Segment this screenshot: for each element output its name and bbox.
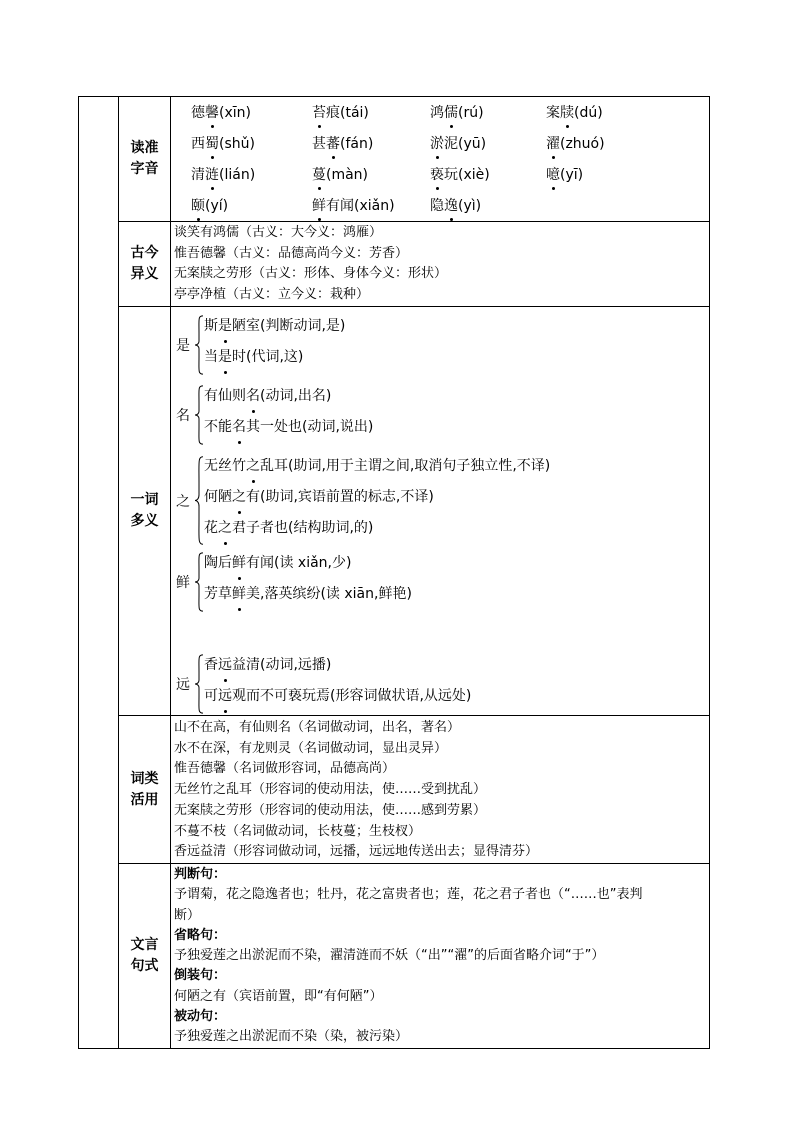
pinyin: (màn)	[326, 167, 369, 183]
example-prefix: 可	[204, 688, 218, 704]
list-item: 山不在高，有仙则名（名词做动词，出名，著名）	[174, 720, 461, 735]
dotted-character: 远	[218, 653, 232, 677]
pinyin: (lián)	[219, 167, 256, 183]
ancient-modern-cell	[171, 222, 710, 307]
word-prefix: 鸿	[430, 105, 444, 121]
list-item: 予谓菊，花之隐逸者也；牡丹，花之富贵者也；莲，花之君子者也（“……也”表判	[174, 887, 643, 903]
dotted-character: 鲜	[232, 582, 246, 606]
pinyin: (tái)	[340, 105, 369, 121]
pronunciation-item	[191, 134, 312, 157]
polysemy-example	[204, 516, 550, 547]
word-prefix: 德	[191, 105, 205, 121]
section-label-word-class: 词类 活用	[119, 716, 171, 864]
polysemy-key-word: 鲜	[176, 575, 190, 591]
dotted-character: 涟	[205, 167, 219, 183]
example-suffix: 有闻(读 xiǎn,少)	[246, 555, 352, 571]
dotted-character: 名	[246, 384, 260, 408]
dotted-character: 馨	[205, 105, 219, 121]
pronunciation-item	[191, 196, 312, 219]
word-prefix: 西	[191, 136, 205, 152]
polysemy-key-word: 名	[176, 408, 190, 424]
list-item: 水不在深，有龙则灵（名词做动词，显出灵异）	[174, 740, 448, 756]
pronunciation-item	[430, 196, 546, 219]
pronunciation-item	[312, 134, 430, 157]
dotted-character: 苔	[312, 105, 326, 121]
word-suffix: 泥	[444, 136, 458, 152]
pronunciation-item	[546, 103, 666, 126]
polysemy-example	[204, 454, 550, 485]
polysemy-group	[176, 384, 709, 446]
polysemy-example	[204, 314, 345, 345]
example-prefix: 无丝竹	[204, 458, 246, 474]
left-brace-icon	[194, 653, 204, 715]
dotted-character: 之	[218, 516, 232, 540]
dotted-character: 是	[218, 345, 232, 369]
left-brace-icon	[194, 314, 204, 376]
pinyin: (zhuó)	[560, 136, 605, 152]
example-prefix: 花	[204, 520, 218, 536]
pronunciation-item	[546, 134, 666, 157]
dotted-character: 名	[232, 415, 246, 439]
sentence-type-heading: 判断句：	[174, 867, 227, 882]
list-item: 不蔓不枝（名词做动词，长枝蔓；生枝杈）	[174, 823, 422, 839]
list-item: 亭亭净植（古义：立今义：栽种）	[174, 286, 370, 302]
dotted-character: 颐	[191, 198, 205, 214]
pronunciation-item	[546, 165, 666, 188]
polysemy-cell	[171, 307, 710, 716]
example-suffix: 有(助词,宾语前置的标志,不译)	[246, 489, 434, 505]
dotted-character: 亵	[430, 167, 444, 183]
section-label-pronunciation: 读准 字音	[119, 97, 171, 222]
word-prefix: 案	[546, 105, 560, 121]
example-suffix: 君子者也(结构助词,的)	[232, 520, 374, 536]
example-suffix: 观而不可亵玩焉(形容词做状语,从远处)	[232, 688, 472, 704]
list-item: 惟吾德馨（名词做形容词，品德高尚）	[174, 761, 396, 777]
pinyin: (rú)	[458, 105, 484, 121]
polysemy-example	[204, 485, 550, 516]
dotted-character: 逸	[444, 198, 458, 214]
section-label-sentence-types: 文言 句式	[119, 864, 171, 1049]
pinyin: (fán)	[340, 136, 374, 152]
polysemy-example	[204, 684, 471, 715]
dotted-character: 蜀	[205, 136, 219, 152]
word-class-list	[171, 716, 709, 863]
example-suffix: 乱耳(助词,用于主谓之间,取消句子独立性,不译)	[260, 458, 551, 474]
word-class-cell	[171, 716, 710, 864]
sentence-types-cell	[171, 864, 710, 1049]
polysemy-example	[204, 345, 345, 376]
list-item: 无案牍之劳形（古义：形体、身体今义：形状）	[174, 266, 448, 281]
ancient-modern-list	[171, 222, 709, 305]
pinyin: (yū)	[458, 136, 487, 152]
sentence-type-heading: 被动句：	[174, 1009, 227, 1025]
polysemy-key-word: 远	[176, 677, 190, 693]
sentence-type-heading: 省略句：	[174, 927, 227, 943]
dotted-character: 是	[218, 314, 232, 338]
polysemy-key-word: 是	[176, 338, 190, 354]
list-item: 谈笑有鸿儒（古义：大今义：鸿雁）	[174, 225, 383, 240]
sentence-types-list	[171, 864, 709, 1048]
pinyin: (yì)	[458, 198, 482, 214]
dotted-character: 蔓	[312, 167, 326, 183]
pronunciation-item	[430, 134, 546, 157]
word-suffix: 有闻	[326, 198, 354, 214]
example-suffix: 时(代词,这)	[232, 349, 304, 365]
list-item: 香远益清（形容词做动词，远播，远远地传送出去；显得清芬）	[174, 844, 539, 860]
dotted-character: 鲜	[232, 551, 246, 575]
list-item: 无丝竹之乱耳（形容词的使动用法，使……受到扰乱）	[174, 782, 487, 798]
pronunciation-item	[191, 165, 312, 188]
polysemy-group	[176, 551, 709, 613]
pronunciation-item	[430, 165, 546, 188]
word-suffix: 痕	[326, 105, 340, 121]
polysemy-group	[176, 653, 709, 715]
list-item: 无案牍之劳形（形容词的使动用法，使……感到劳累）	[174, 802, 487, 818]
dotted-character: 牍	[560, 105, 574, 121]
pronunciation-item	[430, 103, 546, 126]
dotted-character: 濯	[546, 136, 560, 152]
pronunciation-grid	[171, 97, 709, 219]
example-prefix: 有仙则	[204, 388, 246, 404]
example-prefix: 陶后	[204, 555, 232, 571]
list-item: 予独爱莲之出淤泥而不染（染，被污染）	[174, 1029, 409, 1045]
example-prefix: 不能	[204, 419, 232, 435]
list-item: 惟吾德馨（古义：品德高尚今义：芳香）	[174, 245, 409, 261]
list-item: 断）	[174, 907, 201, 923]
dotted-character: 之	[232, 485, 246, 509]
pronunciation-item	[312, 196, 430, 219]
pronunciation-item	[191, 103, 312, 126]
section-label-polysemy: 一词 多义	[119, 307, 171, 716]
dotted-character: 蕃	[326, 136, 340, 152]
pinyin: (yí)	[205, 198, 229, 214]
polysemy-example	[204, 415, 373, 446]
example-prefix: 当	[204, 349, 218, 365]
example-prefix: 何陋	[204, 489, 232, 505]
pronunciation-cell	[171, 97, 710, 222]
pinyin: (dú)	[574, 105, 603, 121]
polysemy-example	[204, 551, 412, 582]
example-suffix: 其一处也(动词,说出)	[246, 419, 374, 435]
list-item: 何陋之有（宾语前置，即“有何陋”）	[174, 988, 383, 1004]
pronunciation-item	[312, 165, 430, 188]
blank-left-column	[79, 97, 119, 1049]
example-suffix: (动词,出名)	[260, 388, 332, 404]
dotted-character: 淤	[430, 136, 444, 152]
example-suffix: 陋室(判断动词,是)	[232, 318, 346, 334]
polysemy-example	[204, 384, 373, 415]
dotted-character: 儒	[444, 105, 458, 121]
dotted-character: 噫	[546, 167, 560, 183]
sentence-type-heading: 倒装句：	[174, 968, 227, 984]
dotted-character: 远	[218, 684, 232, 708]
pinyin: (yī)	[560, 167, 584, 183]
list-item: 予独爱莲之出淤泥而不染，濯清涟而不妖（“出”“濯”的后面省略介词“于”）	[174, 948, 605, 964]
pronunciation-item	[312, 103, 430, 126]
pinyin: (xiè)	[458, 167, 490, 183]
knowledge-table	[78, 96, 710, 1049]
pinyin: (shǔ)	[219, 136, 255, 152]
example-prefix: 香	[204, 657, 218, 673]
pinyin: (xīn)	[219, 105, 251, 121]
polysemy-group	[176, 314, 709, 376]
polysemy-example	[204, 582, 412, 613]
example-suffix: 美,落英缤纷(读 xiān,鲜艳)	[246, 586, 412, 602]
example-prefix: 芳草	[204, 586, 232, 602]
polysemy-example	[204, 653, 471, 684]
polysemy-groups	[171, 307, 709, 715]
word-prefix: 甚	[312, 136, 326, 152]
pinyin: (xiǎn)	[354, 198, 395, 214]
dotted-character: 鲜	[312, 198, 326, 214]
section-label-ancient-modern: 古今 异义	[119, 222, 171, 307]
word-prefix: 隐	[430, 198, 444, 214]
word-suffix: 玩	[444, 167, 458, 183]
word-prefix: 清	[191, 167, 205, 183]
left-brace-icon	[194, 384, 204, 446]
left-brace-icon	[194, 551, 204, 613]
left-brace-icon	[194, 454, 204, 547]
polysemy-key-word: 之	[176, 493, 190, 510]
example-suffix: 益清(动词,远播)	[232, 657, 332, 673]
example-prefix: 斯	[204, 318, 218, 334]
dotted-character: 之	[246, 454, 260, 478]
polysemy-group	[176, 454, 709, 547]
